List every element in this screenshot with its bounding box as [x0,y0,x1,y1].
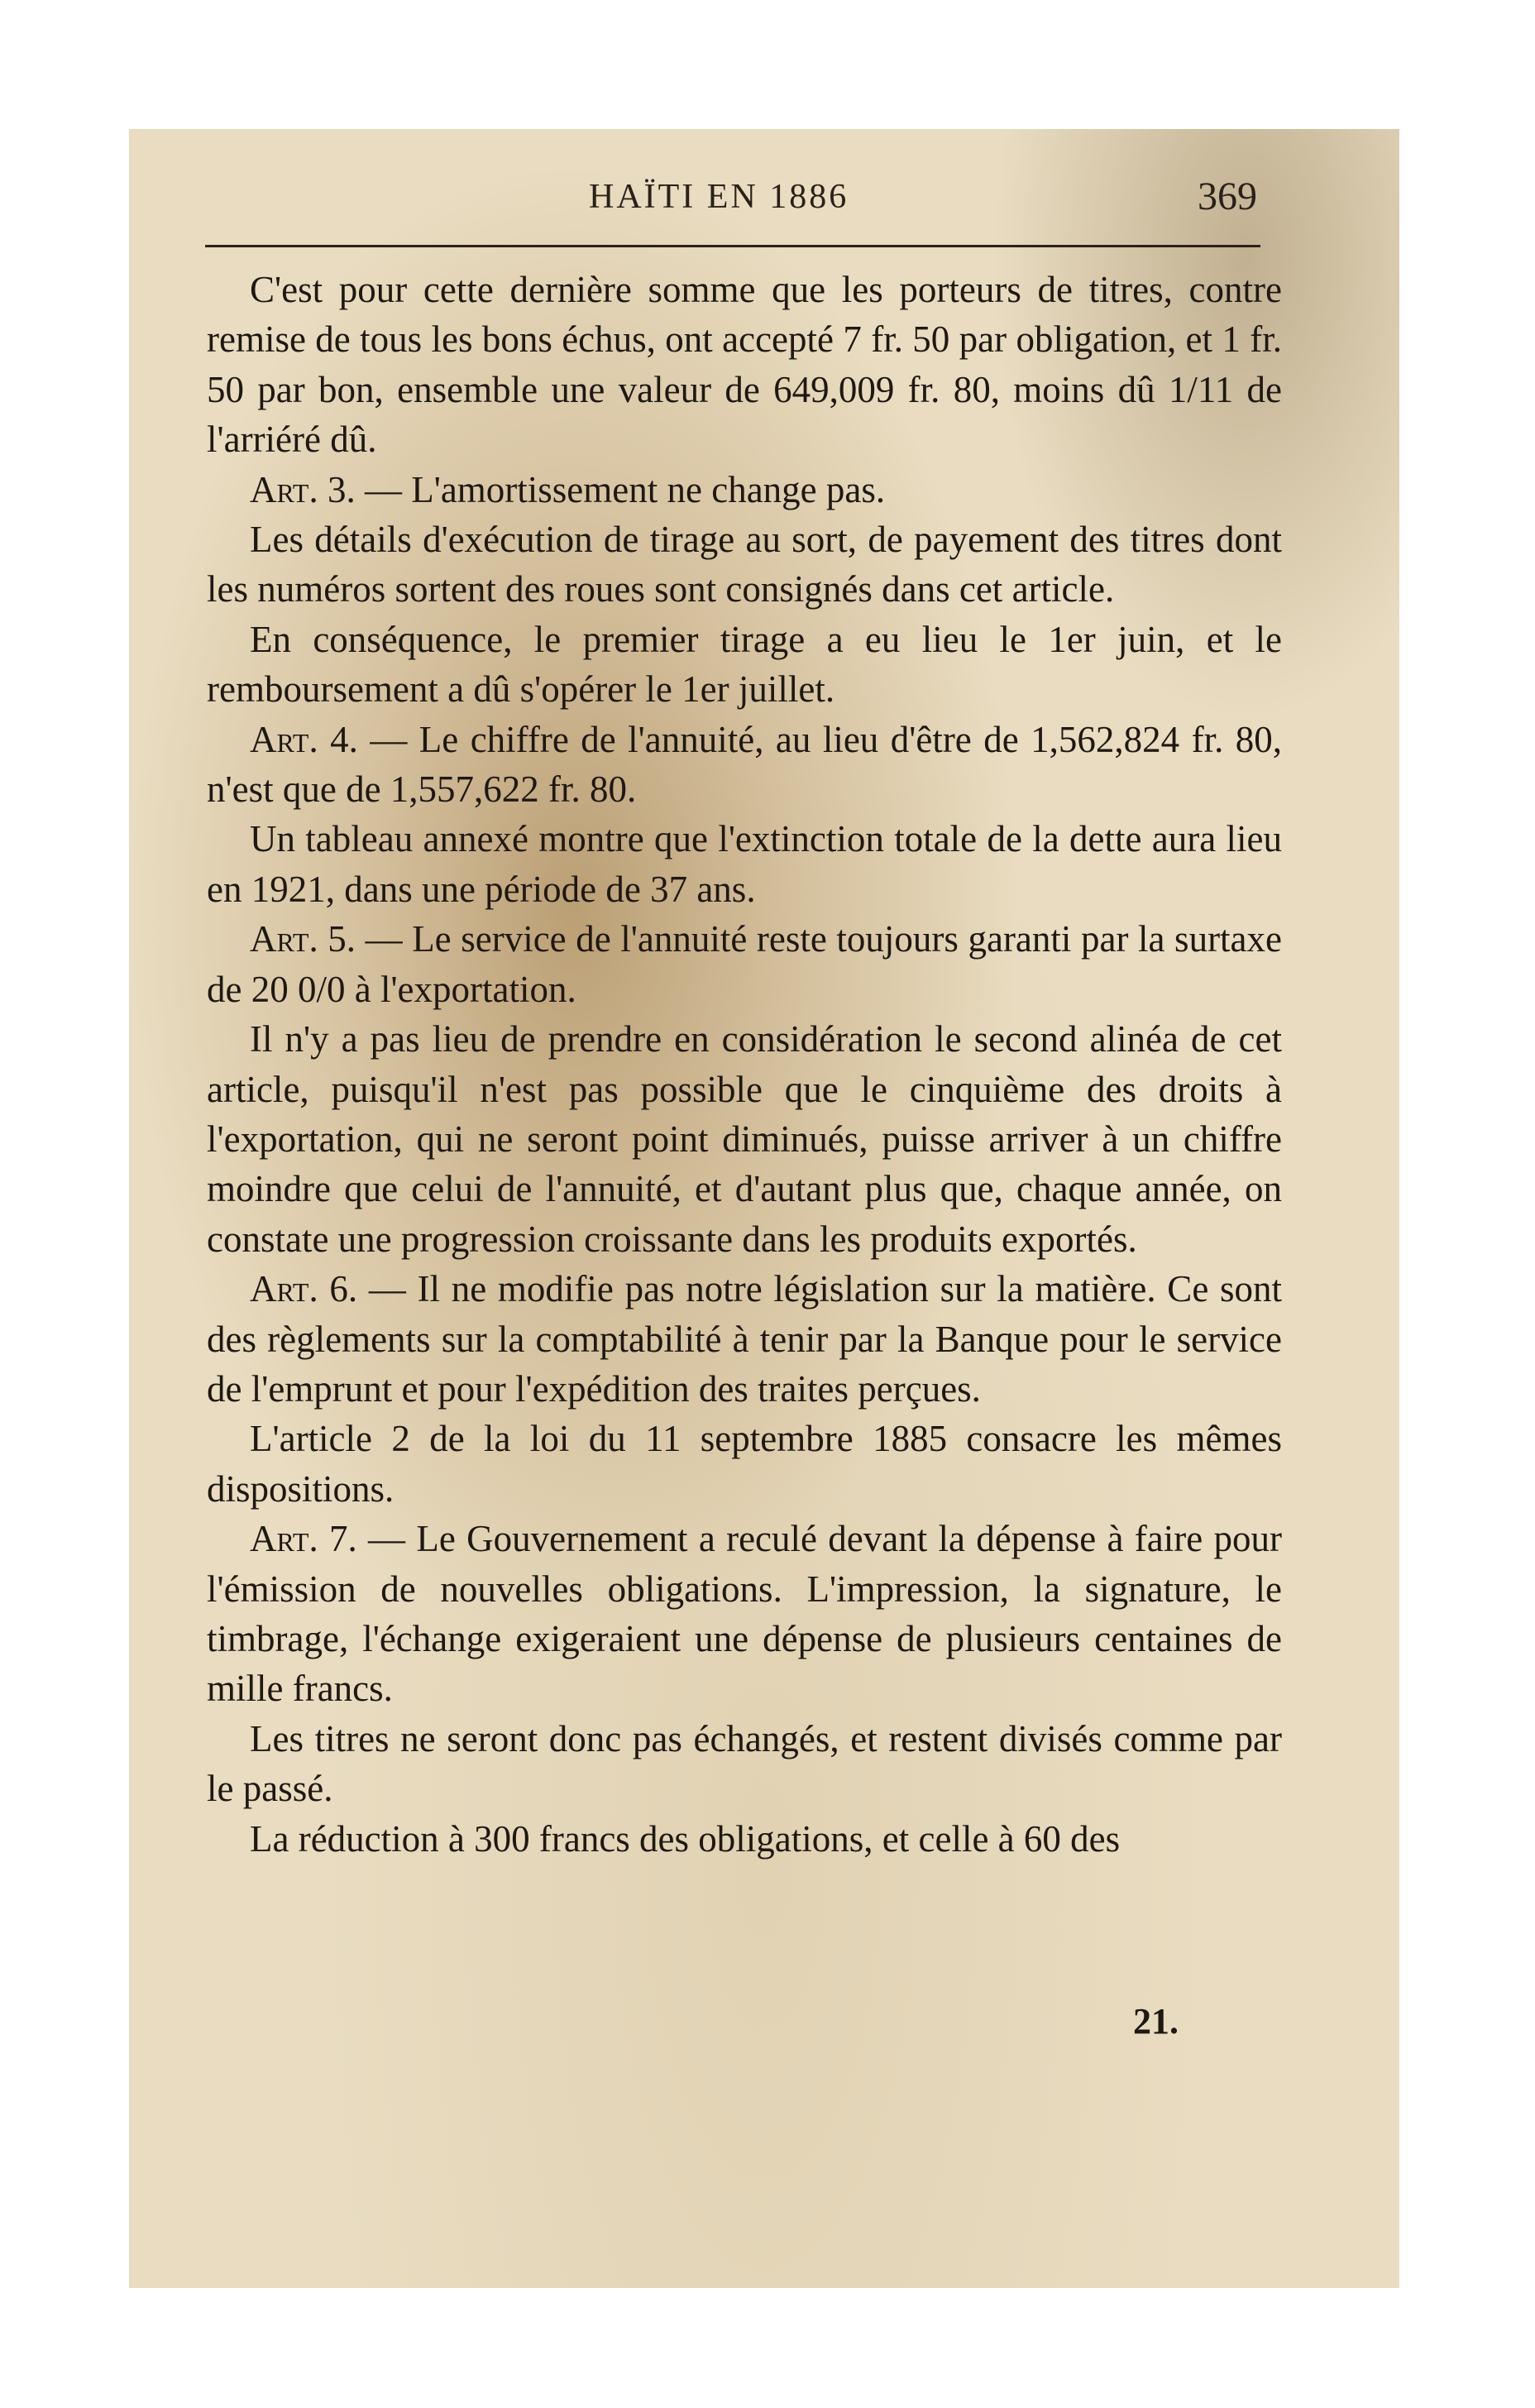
paragraph [207,265,1282,465]
running-title: HAÏTI EN 1886 [589,178,849,216]
paragraph-text: — L'amortissement ne change pas. [355,468,886,510]
paragraph-text: — Le Gouvernement a reculé devant la dépense à faire pour l'émission de nouvelles obligations. L'impression, la signature, le timbrage, l'échange exigeraient une dépense de plusieurs centaines de mille francs. [207,1518,1282,1710]
page-number: 369 [1198,175,1257,218]
paragraph-text: C'est pour cette dernière somme que les porteurs de titres, contre remise de tous les bons échus, ont accepté 7 fr. 50 par obligation, et 1 fr. 50 par bon, ensemble une valeur de 649,009 fr. 80, moins dû 1/11 de l'arriéré dû. [207,269,1282,461]
paragraph [207,914,1282,1014]
paragraph [207,1814,1282,1864]
paragraph [207,1264,1282,1414]
paragraph-text: En conséquence, le premier tirage a eu lieu le 1er juin, et le remboursement a dû s'opérer le 1er juillet. [207,618,1282,711]
article-label: Art. 4. [250,718,358,760]
paragraph-text: La réduction à 300 francs des obligations, et celle à 60 des [250,1817,1121,1860]
paragraph-text: — Il ne modifie pas notre législation sur la matière. Ce sont des règlements sur la comptabilité à tenir par la Banque pour le service de l'emprunt et pour l'expédition des traites perçues. [207,1268,1283,1410]
paragraph-text: — Le chiffre de l'annuité, au lieu d'être de 1,562,824 fr. 80, n'est que de 1,557,622 fr. 80. [207,718,1283,811]
paragraph-text: — Le service de l'annuité reste toujours garanti par la surtaxe de 20 0/0 à l'exportation. [207,918,1283,1010]
article-label: Art. 6. [250,1268,358,1310]
paragraph [207,1414,1282,1514]
paragraph-text: Un tableau annexé montre que l'extinction totale de la dette aura lieu en 1921, dans une période de 37 ans. [207,818,1282,910]
paragraph [207,515,1282,615]
page-header [205,177,1274,227]
paragraph [207,465,1282,515]
signature-mark: 21. [1133,2001,1179,2042]
paragraph-text: Il n'y a pas lieu de prendre en considération le second alinéa de cet article, puisqu'il n'est pas possible que le cinquième des droits à l'exportation, qui ne seront point diminués, puisse arriver à un chiffre moindre que celui de l'annuité, et d'autant plus que, chaque année, on constate une progression croissante dans les produits exportés. [207,1018,1282,1260]
paragraph [207,1714,1282,1814]
paragraph [207,715,1282,815]
header-rule [205,245,1260,247]
paragraph [207,1514,1282,1714]
paragraph-text: Les titres ne seront donc pas échangés, et restent divisés comme par le passé. [207,1717,1282,1810]
paragraph-text: L'article 2 de la loi du 11 septembre 1885 consacre les mêmes dispositions. [207,1418,1282,1510]
paragraph-text: Les détails d'exécution de tirage au sort, de payement des titres dont les numéros sortent des roues sont consignés dans cet article. [207,519,1282,610]
article-label: Art. 7. [250,1518,357,1560]
paragraph [207,814,1282,914]
paragraph [207,615,1282,715]
body-text [207,265,1282,1864]
paragraph [207,1014,1282,1264]
article-label: Art. 3. [250,468,356,510]
article-label: Art. 5. [250,918,356,960]
